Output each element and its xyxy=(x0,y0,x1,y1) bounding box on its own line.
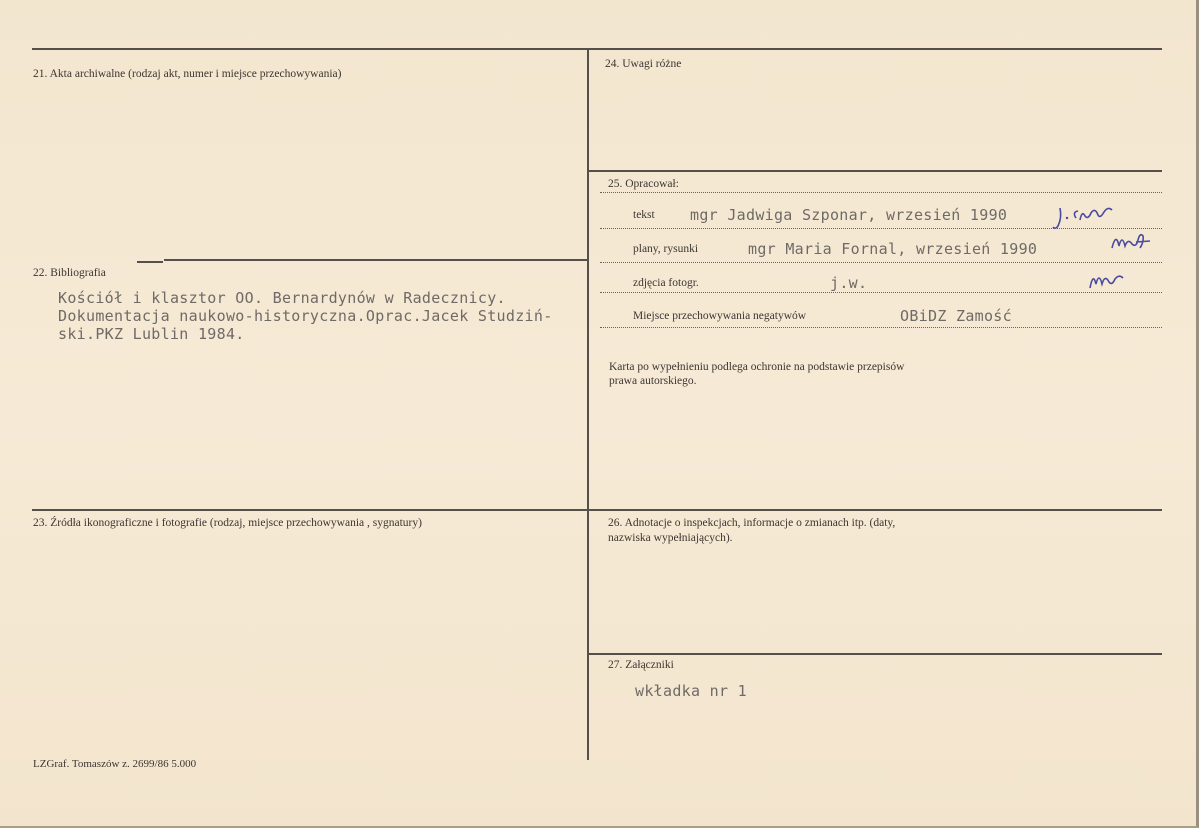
dotted-line-3 xyxy=(600,262,1162,263)
printer-imprint: LZGraf. Tomaszów z. 2699/86 5.000 xyxy=(33,758,197,770)
zdjecia-label: zdjęcia fotogr. xyxy=(633,277,699,289)
plany-label: plany, rysunki xyxy=(633,243,699,255)
zdjecia-value: j.w. xyxy=(830,274,868,292)
rule-21-22 xyxy=(164,259,587,261)
section-24-label: 24. Uwagi różne xyxy=(605,58,682,70)
signature-initials-3 xyxy=(1088,266,1148,292)
attachments-value: wkładka nr 1 xyxy=(635,682,747,700)
copyright-note-line-1: Karta po wypełnieniu podlega ochronie na podstawie przepisów xyxy=(609,361,905,373)
miejsce-value: OBiDZ Zamość xyxy=(900,307,1012,325)
section-23-label: 23. Źródła ikonograficzne i fotografie (rodzaj, miejsce przechowywania , sygnatury) xyxy=(33,517,422,529)
dotted-line-4 xyxy=(600,292,1162,293)
dotted-line-1 xyxy=(600,192,1162,193)
bibliography-line-2: Dokumentacja naukowo-historyczna.Oprac.Jacek Studziń- xyxy=(58,307,553,325)
section-27-label: 27. Załączniki xyxy=(608,659,674,671)
tekst-value: mgr Jadwiga Szponar, wrzesień 1990 xyxy=(690,206,1008,224)
dotted-line-2 xyxy=(600,228,1162,229)
dotted-line-5 xyxy=(600,327,1162,328)
section-25-label: 25. Opracował: xyxy=(608,178,679,190)
rule-22-23 xyxy=(32,509,587,511)
section-21-label: 21. Akta archiwalne (rodzaj akt, numer i miejsce przechowywania) xyxy=(33,68,342,80)
section-26-label-line-1: 26. Adnotacje o inspekcjach, informacje o zmianach itp. (daty, xyxy=(608,517,896,529)
section-26-label-line-2: nazwiska wypełniających). xyxy=(608,532,733,544)
rule-26-27 xyxy=(589,653,1162,655)
plany-value: mgr Maria Fornal, wrzesień 1990 xyxy=(748,240,1038,258)
tekst-label: tekst xyxy=(633,209,655,221)
copyright-note-line-2: prawa autorskiego. xyxy=(609,375,697,387)
bibliography-line-1: Kościół i klasztor OO. Bernardynów w Radecznicy. xyxy=(58,289,506,307)
bibliography-line-3: ski.PKZ Lublin 1984. xyxy=(58,325,245,343)
rule-21-22-short xyxy=(137,261,163,263)
rule-25-26 xyxy=(589,509,1162,511)
miejsce-label: Miejsce przechowywania negatywów xyxy=(633,310,807,322)
top-rule xyxy=(32,48,1162,50)
rule-24-25 xyxy=(589,170,1162,172)
signature-initials-2 xyxy=(1110,228,1170,256)
section-22-label: 22. Bibliografia xyxy=(33,267,106,279)
